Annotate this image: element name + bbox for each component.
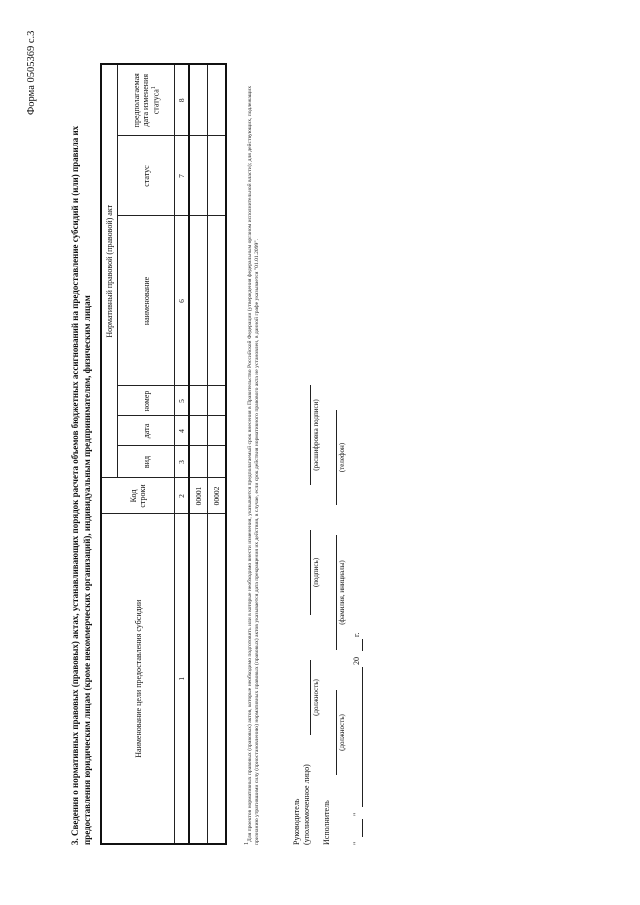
header-change-date xyxy=(118,64,175,136)
table-row xyxy=(208,64,227,844)
footnote-text: Для проектов нормативных правовых (правовых) актов, которые необходимо подготовить или в которые необходимо внести изменения, указывается предполагаемый срок внесения в Правительство Российской Федерации (утверждения федеральным органом исполнительной власти); для действующих, подлежащих признанию утратившими силу (приостановлению) нормативных правовых (правовых) актов указывается дата прекращения их действия, в случае, если срок действия нормативного правового акта не установлен, в данной графе указывается "01.01.2099". xyxy=(246,86,261,845)
date-month-line[interactable] xyxy=(362,667,363,807)
head-decoding-line xyxy=(310,385,311,485)
col-number-5: 5 xyxy=(175,386,190,416)
head-position-caption: (должность) xyxy=(312,679,320,716)
col-number-4: 4 xyxy=(175,416,190,446)
cell-code: 00002 xyxy=(208,478,227,514)
header-act-group: Нормативный правовой (правовой) акт xyxy=(101,64,118,478)
cell-name[interactable] xyxy=(208,216,227,386)
header-purpose: Наименование цели предоставления субсидии xyxy=(101,514,175,844)
cell-number[interactable] xyxy=(208,386,227,416)
col-number-3: 3 xyxy=(175,446,190,478)
cell-status[interactable] xyxy=(208,136,227,216)
form-number: Форма 0505369 с.3 xyxy=(26,30,37,115)
head-label: Руководитель xyxy=(292,798,301,845)
header-name: наименование xyxy=(118,216,175,386)
executor-phone-caption: (телефон) xyxy=(338,442,346,473)
executor-label: Исполнитель xyxy=(322,800,331,845)
acts-table xyxy=(100,63,227,845)
cell-type[interactable] xyxy=(208,446,227,478)
cell-date[interactable] xyxy=(208,416,227,446)
footnote-mark: 1 xyxy=(150,86,157,90)
footnote xyxy=(244,65,261,845)
date-year-line[interactable] xyxy=(362,639,363,651)
executor-fio-line xyxy=(336,535,337,650)
date-quote-close: " xyxy=(352,812,361,816)
cell-status[interactable] xyxy=(189,136,208,216)
cell-change-date[interactable] xyxy=(189,64,208,136)
executor-position-caption: (должность) xyxy=(338,714,346,751)
section-title: 3. Сведения о нормативных правовых (правовых) актах, устанавливающих порядок расчета объемов бюджетных ассигнований на предоставление субсидий и (или) правила их предоставления юридическим лицам (кроме некоммерческих организаций), индивидуальным предпринимателям, физическим лицам xyxy=(70,125,92,845)
head-signature-caption: (подпись) xyxy=(312,557,320,588)
date-year-suffix: г. xyxy=(352,632,361,637)
col-number-2: 2 xyxy=(175,478,190,514)
header-type: вид xyxy=(118,446,175,478)
header-code: Код строки xyxy=(101,478,175,514)
table-row xyxy=(189,64,208,844)
header-date: дата xyxy=(118,416,175,446)
cell-name[interactable] xyxy=(189,216,208,386)
header-change-date-text: предполагаемая дата изменения статуса xyxy=(131,73,161,128)
date-day-line[interactable] xyxy=(362,819,363,837)
cell-purpose[interactable] xyxy=(189,514,208,844)
cell-type[interactable] xyxy=(189,446,208,478)
cell-purpose[interactable] xyxy=(208,514,227,844)
col-number-1: 1 xyxy=(175,514,190,844)
cell-change-date[interactable] xyxy=(208,64,227,136)
header-status: статус xyxy=(118,136,175,216)
date-quote-open: " xyxy=(352,841,361,845)
executor-fio-caption: (фамилия, инициалы) xyxy=(338,560,346,625)
head-decoding-caption: (расшифровка подписи) xyxy=(312,399,320,471)
col-number-8: 8 xyxy=(175,64,190,136)
executor-phone-line xyxy=(336,410,337,505)
cell-date[interactable] xyxy=(189,416,208,446)
head-signature-line xyxy=(310,530,311,615)
header-number: номер xyxy=(118,386,175,416)
head-position-line xyxy=(310,660,311,735)
date-year-prefix: 20 xyxy=(352,657,361,665)
cell-code: 00001 xyxy=(189,478,208,514)
executor-position-line xyxy=(336,690,337,775)
cell-number[interactable] xyxy=(189,386,208,416)
col-number-7: 7 xyxy=(175,136,190,216)
col-number-6: 6 xyxy=(175,216,190,386)
footnote-mark-2: 1 xyxy=(244,842,250,845)
head-label-2: (уполномоченное лицо) xyxy=(302,764,311,845)
